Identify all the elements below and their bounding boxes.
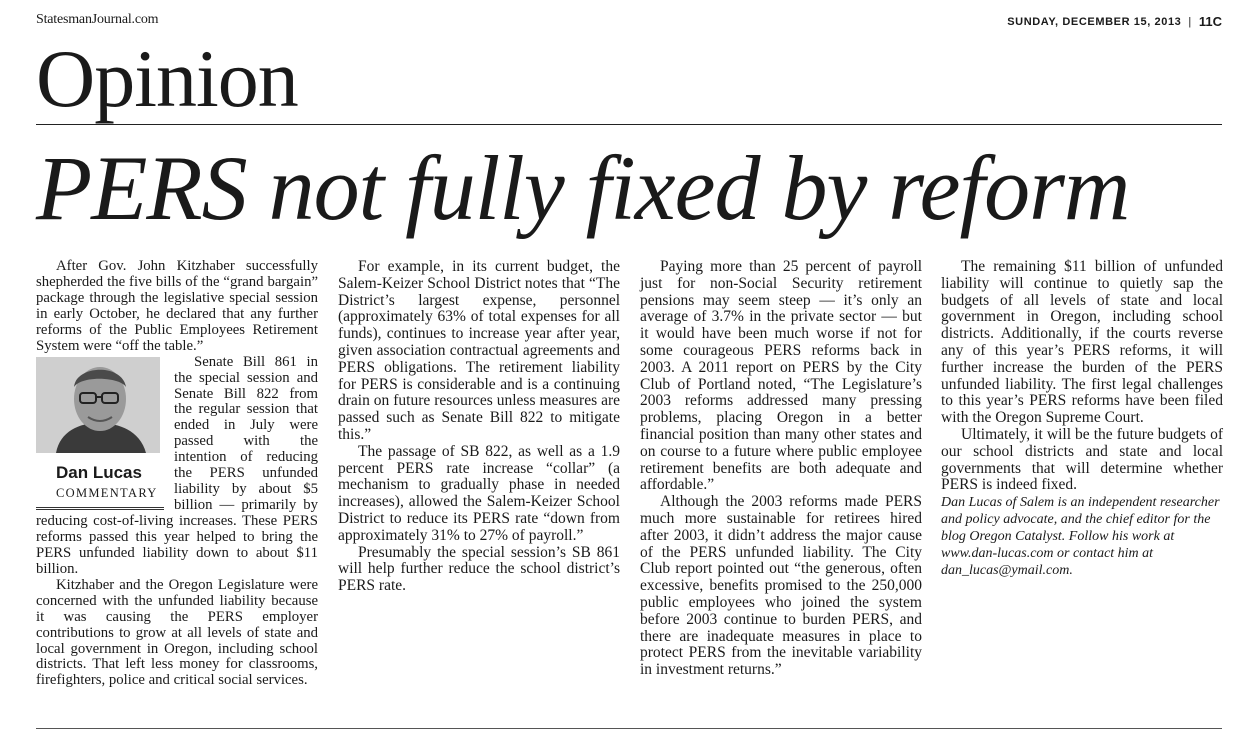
article-column-4 [941,259,1223,579]
author-box [36,357,164,510]
author-role: COMMENTARY [36,485,164,510]
article-column-3 [640,259,922,679]
section-rule [36,124,1222,125]
paragraph-text: Senate Bill 861 in the special session and Senate Bill 822 from the regular session that ended in July were passed with the intention of reducing the PERS unfunded liability by about $5 billion — primarily by reducing cost-of-living increases. These PERS reforms passed this year helped to bring the PERS unfunded liability down to about $11 billion. [36,353,318,577]
article-paragraph: Paying more than 25 percent of payroll just for non-Social Security retirement pensions may seem steep — it’s only an average of 3.7% in the private sector — but it would have been much worse if not for some courageous PERS reforms back in 2003. A 2011 report on PERS by the City Club of Portland noted, “The Legislature’s 2003 reforms addressed many pressing problems, placing Oregon in a better financial position than many other states and on course to a future where public employee retirement benefits are both adequate and affordable.” [640,258,922,494]
section-title: Opinion [36,33,298,124]
article-paragraph: Presumably the special session’s SB 861 will help further reduce the school district’s PERS rate. [338,543,620,595]
author-photo [36,357,160,453]
page-bottom-rule [36,728,1222,729]
article-paragraph: The remaining $11 billion of unfunded liability will continue to quietly sap the budgets of all levels of state and local government in Oregon, including school districts. Additionally, if the courts reverse any of this year’s PERS reforms, it will further increase the burden of the PERS unfunded liability. The first legal challenges to this year’s PERS reforms have been filed with the Oregon Supreme Court. [941,258,1223,427]
article-paragraph [36,355,318,578]
article-paragraph: The passage of SB 822, as well as a 1.9 percent PERS rate increase “collar” (a mechanism to gradually phase in needed increases), allowed the Salem-Keizer School District to reduce its PERS rate “down from approximately 31% to 27% of payroll.” [338,442,620,544]
article-column-2 [338,259,620,595]
article-paragraph: After Gov. John Kitzhaber successfully shepherded the five bills of the “grand bargain” package through the legislative special session in early October, he declared that any further reforms of the Public Employees Retirement System were “off the table.” [36,258,318,354]
article-paragraph: Although the 2003 reforms made PERS much more sustainable for retirees hired after 2003, it didn’t address the major cause of the PERS unfunded liability. The City Club report pointed out “the generous, often excessive, benefits promised to the 250,000 public employees who joined the system before 2003 continue to burden PERS, and there are inadequate measures in place to protect PERS from the inevitable variability in investment returns.” [640,493,922,679]
author-name: Dan Lucas [56,462,142,482]
headline: PERS not fully fixed by reform [36,137,1130,239]
article-paragraph: Kitzhaber and the Oregon Legislature were concerned with the unfunded liability because it was causing the PERS employer contributions to grow at all levels of state and local government in Oregon, including school districts. That left less money for classrooms, firefighters, police and critical social services. [36,576,318,689]
page-number: 11C [1198,14,1222,29]
article-paragraph: For example, in its current budget, the Salem-Keizer School District notes that “The District’s largest expense, personnel (approximately 63% of total expenses for all funds), continues to increase year after year, given association contractual agreements and PERS obligations. The retirement liability for PERS is considerable and is a continuing drain on future resources unless measures are passed such as Senate Bill 822 to mitigate this.” [338,258,620,443]
masthead-separator: | [1188,15,1192,28]
masthead-date-line [1007,14,1222,29]
article-paragraph: Ultimately, it will be the future budgets of our school districts and state and local governments that will determine whether PERS is indeed fixed. [941,425,1223,494]
article-column-1 [36,259,318,689]
author-bio: Dan Lucas of Salem is an independent researcher and policy advocate, and the chief editor for the blog Oregon Catalyst. Follow his work at www.dan-lucas.com or contact him at dan_lucas@ymail.com. [941,495,1220,579]
masthead-site: StatesmanJournal.com [36,12,159,27]
issue-date: SUNDAY, DECEMBER 15, 2013 [1007,15,1182,28]
